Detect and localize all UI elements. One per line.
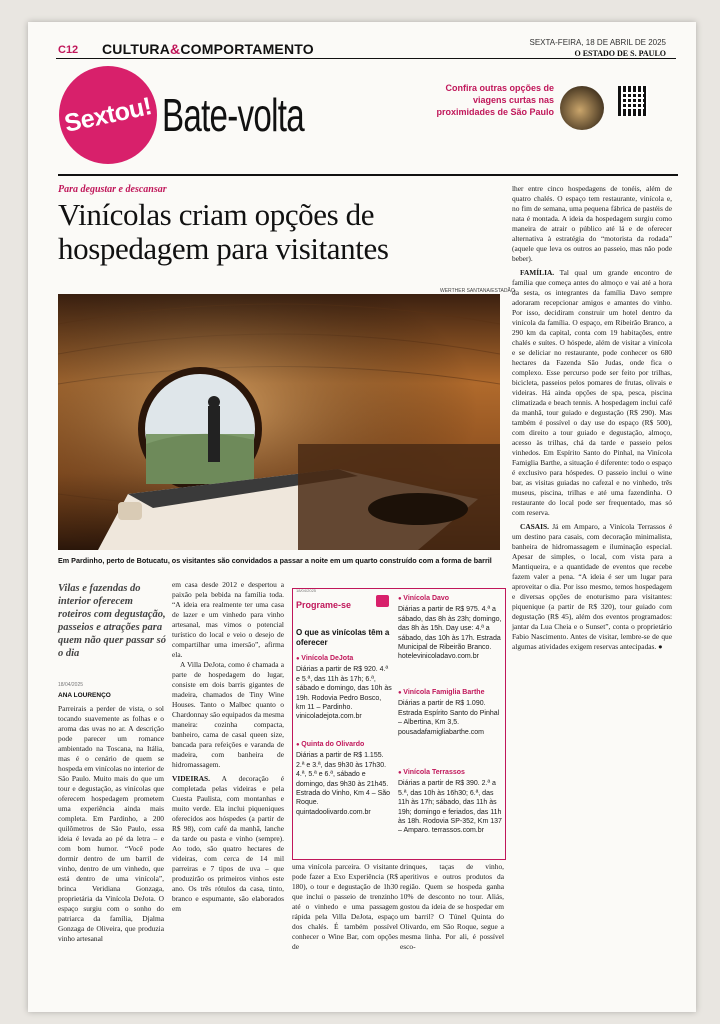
column-title: Bate-volta [162, 89, 304, 141]
newspaper-page [28, 22, 696, 1012]
section-title [102, 41, 314, 57]
entry-text: Diárias a partir de R$ 1.155. 2.ª e 3.ª, das 9h30 às 17h30. 4.ª, 5.ª e 6.ª, sábado e domingo, das 9h30 às 21h45. Estrada do Vinho, Km 4 – São Roque. quintadoolivardo.com.br [296, 752, 391, 816]
col2-para-2: A Villa DeJota, como é chamada a parte de hospedagem do lugar, consiste em dois barris gigantes de madeira, chamados de Tiny Wine Houses. Tanto o Malbec quanto o Chardonnay são equipados da mesma maneira: cozinha compacta, banheiro, cama de casal queen size, bancada para refeições e varanda de madeira, com banheira de hidromassagem. [172, 660, 284, 769]
body-column-1 [58, 704, 164, 944]
entry-text: Diárias a partir de R$ 975. 4.ª a sábado, das 8h às 23h; domingo, das 8h às 15h. Day use: 4.ª a sábado, das 10h às 17h. Estrada Municipal de Ribeirão Branco. hotelevinicoladavo.com.br [398, 606, 502, 661]
entry-barthe [398, 688, 502, 737]
entry-olivardo [296, 740, 392, 817]
page-number: C12 [58, 44, 79, 56]
body-column-2 [172, 580, 284, 914]
box-date: 18/04/2025 [296, 588, 317, 593]
entry-name: ● Quinta do Olivardo [296, 740, 392, 750]
family-lead: FAMÍLIA. [520, 268, 555, 277]
calendar-icon [376, 595, 389, 607]
box-title: O que as vinícolas têm a oferecer [296, 628, 390, 647]
byline: ANA LOURENÇO [58, 692, 111, 699]
entry-text: Diárias a partir de R$ 390. 2.ª a 5.ª, das 10h às 16h30; 6.ª, das 11h às 17h; sábado, das 11h às 19h; domingo e feriados, das 11h às 18h. Rodovia SP-352, Km 137 – Amparo. terrassos.com.br [398, 780, 502, 835]
vineyards-lead: VIDEIRAS. [172, 774, 210, 783]
box-heading: Programe-se [296, 600, 352, 610]
barrel-room-photo [58, 294, 500, 550]
headline: Vinícolas criam opções de hospedagem para visitantes [58, 197, 389, 266]
article-deck: Vilas e fazendas do interior oferecem roteiros com degustação, passeios e atrações para quem não quer passar só o dia [58, 583, 166, 659]
right-para-3 [512, 522, 672, 652]
entry-name: ● Vinícola Davo [398, 594, 502, 604]
kicker: Para degustar e descansar [58, 184, 167, 195]
right-para-1: lher entre cinco hospedagens de tonéis, além de quatro chalés. O espaço tem restaurante, vinícola e, no fim de semana, uma pequena fábrica de pastéis de nata é montada. A ideia da hospedagem surgiu como maneira de atrair o público até lá e de oferecer alternativa à estratégia do “motorista da rodada” (aquele que leva os outros ao passeio, mas não pode beber). [512, 184, 672, 263]
teaser-text: Confira outras opções de viagens curtas nas proximidades de São Paulo [436, 83, 554, 117]
col3-text: uma vinícola parceira. O visitante pode fazer a Exo Experiência (R$ 180), o tour e degustação de 1h30 que inclui o passeio de trenzinho até o vinhedo e uma passagem rápida pela Villa DeJota, espaço dos chalés. É também possível conhecer o Wine Bar, com opções de [292, 862, 398, 951]
couples-text: Já em Amparo, a Vinícola Terrassos é um destino para casais, com decoração minimalista, banheira de hidromassagem e iluminação especial. Apesar de simples, o local, com vista para a Mantiqueira, e a quantidade de eventos que recebe fazem valer a pena. “A ideia é ser um lugar para aproveitar o dia. Por isso mesmo, temos hospedagem e diversas opções de enoturismo para visitantes: piquenique (a partir de R$ 320), tour guiado com degustação (R$ 45), além dos eventos programados: jantar da Lua Cheia e o Sunset”, conta o proprietário Fabio Nascimento. Antes de visitar, lembre-se de que algumas atividades exigem reservas antecipadas. ● [512, 522, 672, 651]
col1-text: Parreirais a perder de vista, o sol tocando suavemente as folhas e o aroma das uvas no ar. A descrição pode parecer um romance ambientado na Toscana, na Itália, mas é o cenário de quem se hospeda em vinícolas no interior de São Paulo. Muito mais do que um tour e degustação, as vinícolas que oferecem hospedagem prometem uma experiência ainda mais completa. Em Pardinho, a 200 quilômetros de São Paulo, essa ideia é levada ao pé da letra – e com bom humor. “Você pode dormir dentro de um barril de vinho, dentro de um vinhedo, que está dentro de uma vinícola”, brinca Veridiana Gonzaga, proprietária da Vinícola DeJota. O espaço surgiu com o sonho do patriarca da família, Djalma Gonzaga de Oliveira, que produzia vinho artesanal [58, 704, 164, 943]
photo-caption: Em Pardinho, perto de Botucatu, os visitantes são convidados a passar a noite em um quarto construído com a forma de barril [58, 556, 492, 565]
photo-credit: WERTHER SANTANA/ESTADÃO [440, 288, 515, 294]
issue-date: SEXTA-FEIRA, 18 DE ABRIL DE 2025 [529, 38, 666, 47]
entry-name: ● Vinícola Famiglia Barthe [398, 688, 502, 698]
article-date: 18/04/2025 [58, 682, 84, 688]
badge-label: Sextou! [61, 91, 154, 138]
entry-dejota [296, 654, 392, 722]
body-column-3 [292, 862, 398, 952]
entry-name: ● Vinícola DeJota [296, 654, 392, 664]
family-text: Tal qual um grande encontro de família que começa antes do almoço e vai até a hora da sesta, os integrantes da família Davo sempre adoraram recepcionar amigos e amantes do vinho. Por isso, decidiram construir um hotel dentro da vinícola da família. O espaço, em Ribeirão Branco, a 290 km da capital, conta com 19 habitações, entre chalés e suítes. O hóspede, além de visitar a vinícola e se deliciar no restaurante, pode conhecer os 680 hectares da Fazenda São Judas, onde fica o complexo. Esse percurso pode ser feito por trilhas, bicicleta, passeios pelos pomares de frutas, olivais e videiras. Há ainda opções de spa, pesca, piscina climatizada e beach tennis. A hospedagem inclui café da manhã, tour guiado e degustação (R$ 290). Mas também é possível o day use do espaço (R$ 500), com direito a tour guiado e degustação, almoço, acesso às trilhas, chá da tarde e passeio pelos vinhedos. Em Espírito Santo do Pinhal, na Vinícola Famiglia Barthe, a situação é diferente: todo o espaço é exclusivo para hóspedes. O passeio inclui o wine bar, as visitas guiadas no cafezal e no vinhedo, três museus, piscina, trilhas e até uma fazendinha. O restaurante do local pode ser frequentado, mas só com reserva. [512, 268, 673, 517]
teaser-thumbnail [560, 86, 604, 130]
right-column [512, 184, 672, 652]
section-part2: COMPORTAMENTO [180, 41, 314, 57]
col2-para-1: em casa desde 2012 e despertou a paixão pela bebida na família toda. “A ideia era realmente ter uma casa de lazer e um vinhedo para vinho artesanal, mas vimos o potencial turístico do local e veio o desejo de compartilhar uma imersão”, afirma ela. [172, 580, 284, 659]
entry-davo [398, 594, 502, 662]
sextou-badge [59, 66, 157, 164]
qr-code-icon[interactable] [618, 86, 648, 116]
body-column-4 [400, 862, 504, 952]
entry-text: Diárias a partir de R$ 1.090. Estrada Espírito Santo do Pinhal – Albertina, Km 3,5. pousadafamigliabarthe.com [398, 700, 500, 736]
couples-lead: CASAIS. [520, 522, 549, 531]
barrel-room-illustration [58, 294, 500, 550]
entry-terrassos [398, 768, 502, 836]
newspaper-name: O ESTADO DE S. PAULO [574, 49, 666, 58]
col4-text: drinques, taças de vinho, aperitivos e outros produtos da região. Quem se hospeda ganha 10% de desconto no tour. Aliás, gostou da ideia de se hospedar em um barril? O Túnel Quinta do Olivardo, em São Roque, segue a mesma linha. Por ali, é possível esco- [400, 862, 504, 951]
entry-name: ● Vinícola Terrassos [398, 768, 502, 778]
section-part1: CULTURA [102, 41, 171, 57]
col2-para-3 [172, 774, 284, 914]
header-rule [56, 58, 676, 59]
right-para-2 [512, 268, 672, 518]
banner-rule [58, 174, 678, 176]
entry-text: Diárias a partir de R$ 920. 4.ª e 5.ª, das 11h às 17h; 6.ª, sábado e domingo, das 10h às 19h. Rodovia Pedro Bosco, km 11 – Pardinho. vinicoladejota.com.br [296, 666, 392, 721]
section-amp: & [170, 41, 181, 57]
vineyards-text: A decoração é completada pelas videiras e pela Cuesta Paulista, com montanhas e muito verde. Ela inclui piqueniques oferecidos aos hóspedes (a partir de R$ 98), com café da manhã, lanche da tarde ou pasta e vinho (sempre). Ao todo, são quatro hectares de videiras, com cerca de 14 mil parreiras e 7 tipos de uva – que produzirão os primeiros vinhos este ano. Os três rótulos da casa, tinto, branco e espumante, são elaborados em [172, 774, 284, 913]
